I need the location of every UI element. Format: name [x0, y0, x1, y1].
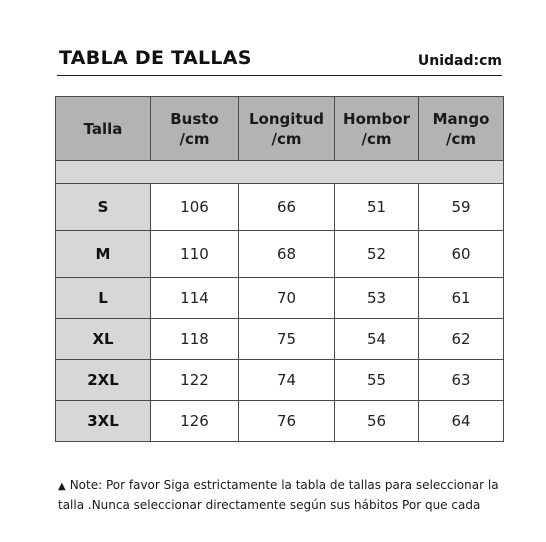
- size-cell: L: [56, 278, 151, 319]
- bust-cell: 114: [151, 278, 239, 319]
- col-header-unit: /cm: [271, 129, 302, 148]
- size-cell: 2XL: [56, 360, 151, 401]
- bust-cell: 122: [151, 360, 239, 401]
- table-row: [56, 360, 504, 401]
- size-note: [58, 476, 508, 514]
- note-text: Note: Por favor Siga estrictamente la tabla de tallas para seleccionar la talla .Nunca seleccionar directamente según sus hábitos Por que cada: [58, 478, 499, 512]
- col-header-size: [56, 97, 151, 161]
- shoulder-cell: 51: [335, 184, 419, 231]
- spacer-cell: [56, 161, 504, 184]
- sleeve-cell: 59: [419, 184, 504, 231]
- length-cell: 68: [239, 231, 335, 278]
- size-cell: S: [56, 184, 151, 231]
- shoulder-cell: 52: [335, 231, 419, 278]
- shoulder-cell: 56: [335, 401, 419, 442]
- sleeve-cell: 64: [419, 401, 504, 442]
- col-header-label: Hombor: [343, 109, 410, 128]
- bust-cell: 110: [151, 231, 239, 278]
- bust-cell: 118: [151, 319, 239, 360]
- sleeve-cell: 62: [419, 319, 504, 360]
- shoulder-cell: 53: [335, 278, 419, 319]
- shoulder-cell: 55: [335, 360, 419, 401]
- col-header-unit: /cm: [361, 129, 392, 148]
- length-cell: 74: [239, 360, 335, 401]
- sleeve-cell: 61: [419, 278, 504, 319]
- table-row: [56, 401, 504, 442]
- size-chart-table: [55, 96, 504, 442]
- col-header-unit: /cm: [446, 129, 476, 148]
- table-row: [56, 319, 504, 360]
- length-cell: 70: [239, 278, 335, 319]
- table-row: [56, 184, 504, 231]
- col-header-label: Talla: [83, 119, 123, 138]
- title-divider: [57, 75, 502, 76]
- sleeve-cell: 60: [419, 231, 504, 278]
- unit-label: Unidad:cm: [417, 53, 502, 69]
- page-title: TABLA DE TALLAS: [59, 47, 252, 69]
- size-cell: XL: [56, 319, 151, 360]
- col-header-sleeve: [419, 97, 504, 161]
- size-cell: 3XL: [56, 401, 151, 442]
- col-header-label: Busto: [170, 109, 219, 128]
- size-cell: M: [56, 231, 151, 278]
- warning-triangle-icon: ▲: [58, 481, 66, 492]
- length-cell: 75: [239, 319, 335, 360]
- length-cell: 76: [239, 401, 335, 442]
- col-header-bust: [151, 97, 239, 161]
- shoulder-cell: 54: [335, 319, 419, 360]
- table-header-row: [56, 97, 504, 161]
- table-spacer-row: [56, 161, 504, 184]
- col-header-label: Mango: [432, 109, 490, 128]
- bust-cell: 106: [151, 184, 239, 231]
- col-header-label: Longitud: [248, 109, 324, 128]
- table-row: [56, 278, 504, 319]
- sleeve-cell: 63: [419, 360, 504, 401]
- col-header-shoulder: [335, 97, 419, 161]
- length-cell: 66: [239, 184, 335, 231]
- col-header-unit: /cm: [179, 129, 210, 148]
- bust-cell: 126: [151, 401, 239, 442]
- table-row: [56, 231, 504, 278]
- col-header-length: [239, 97, 335, 161]
